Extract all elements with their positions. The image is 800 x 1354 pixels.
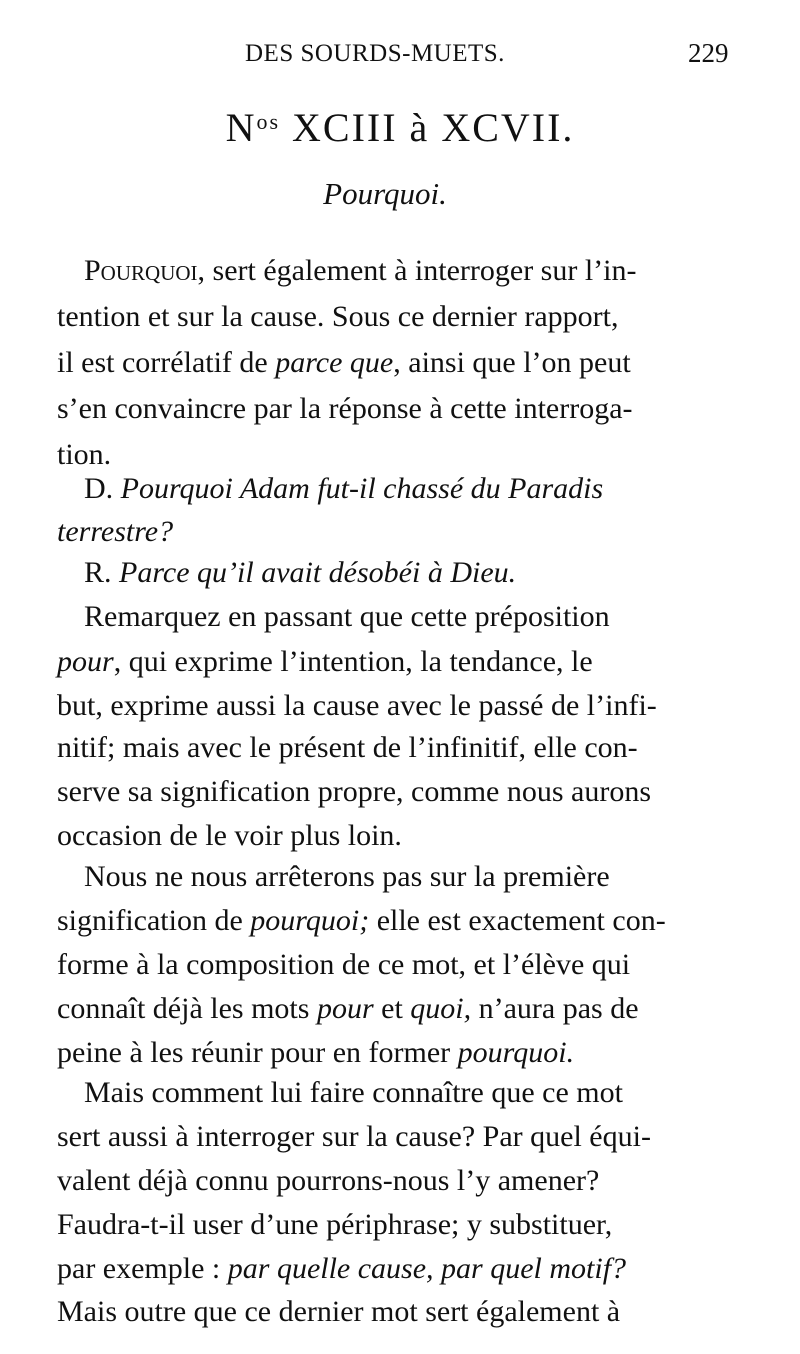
text-run: Nous ne nous arrêterons pas sur la première	[84, 860, 610, 893]
text-line	[57, 729, 638, 767]
text-line	[57, 946, 630, 984]
text-line	[57, 902, 666, 940]
text-line	[57, 1293, 620, 1331]
text-run: elle est exactement con-	[369, 904, 666, 937]
text-line	[84, 1074, 623, 1112]
text-line	[57, 298, 618, 336]
section-subtitle: Pourquoi.	[323, 176, 447, 211]
text-run: occasion de le voir plus loin.	[57, 819, 402, 852]
text-run: s’en convaincre par la réponse à cette interroga-	[57, 392, 633, 425]
section-title-main: XCIII à XCVII.	[280, 105, 575, 150]
text-line	[84, 470, 603, 508]
italic-text: Pourquoi Adam fut-il chassé du Paradis	[120, 472, 604, 505]
running-head: DES SOURDS-MUETS.	[245, 40, 505, 67]
text-run: tention et sur la cause. Sous ce dernier rapport,	[57, 300, 619, 333]
text-run: Mais comment lui faire connaître que ce mot	[84, 1076, 623, 1109]
text-line	[57, 1034, 574, 1072]
text-line	[57, 643, 593, 681]
text-line	[84, 252, 637, 290]
text-run: peine à les réunir pour en former	[57, 1036, 458, 1069]
text-line	[57, 817, 402, 855]
text-run: il est corrélatif de	[57, 346, 276, 379]
text-run: Faudra-t-il user d’une périphrase; y substituer,	[57, 1208, 613, 1241]
text-run: connaît déjà les mots	[57, 992, 317, 1025]
italic-text: pour	[316, 992, 374, 1025]
text-line	[57, 1118, 651, 1156]
text-run: forme à la composition de ce mot, et l’élève qui	[57, 948, 631, 981]
text-line	[57, 436, 111, 474]
text-line	[57, 773, 651, 811]
text-run: valent déjà connu pourrons-nous l’y amener?	[57, 1164, 600, 1197]
text-run: n’aura pas de	[471, 992, 639, 1025]
text-run: tion.	[57, 438, 112, 471]
text-run: serve sa signification propre, comme nous aurons	[57, 775, 652, 808]
text-line	[57, 687, 657, 725]
text-line	[84, 598, 610, 636]
section-title-superscript: os	[256, 109, 281, 134]
text-line	[57, 1250, 626, 1288]
italic-text: pourquoi;	[250, 904, 370, 937]
text-run: , qui exprime l’intention, la tendance, le	[113, 645, 593, 678]
text-run: sert aussi à interroger sur la cause? Par quel équi-	[57, 1120, 651, 1153]
italic-text: pour	[57, 645, 114, 678]
text-run: nitif; mais avec le présent de l’infinitif, elle con-	[57, 731, 638, 764]
text-run: , ainsi que l’on peut	[393, 346, 631, 379]
small-caps-text: Pourquoi	[84, 254, 198, 287]
page-number: 229	[688, 38, 729, 68]
text-run: par exemple :	[57, 1252, 228, 1285]
text-run: Remarquez en passant que cette préposition	[84, 600, 610, 633]
italic-text: par quelle cause, par quel motif?	[227, 1252, 627, 1285]
text-line	[57, 390, 633, 428]
text-line	[57, 513, 173, 551]
italic-text: parce que	[275, 346, 394, 379]
text-run: but, exprime aussi la cause avec le passé de l’infi-	[57, 689, 657, 722]
text-line	[84, 554, 516, 592]
text-line	[57, 344, 631, 382]
section-title	[0, 104, 800, 151]
text-run: , sert également à interroger sur l’in-	[197, 254, 637, 287]
text-line	[57, 1206, 612, 1244]
text-line	[57, 1162, 599, 1200]
text-run: Mais outre que ce dernier mot sert également à	[57, 1295, 621, 1328]
italic-text: Parce qu’il avait désobéi à Dieu.	[119, 556, 517, 589]
text-run: et	[373, 992, 411, 1025]
text-run: D.	[84, 472, 121, 505]
italic-text: terrestre?	[57, 515, 174, 548]
text-line	[57, 990, 639, 1028]
section-title-prefix: N	[225, 105, 257, 150]
text-run: R.	[84, 556, 120, 589]
italic-text: quoi,	[410, 992, 472, 1025]
text-run: signification de	[57, 904, 251, 937]
text-line	[84, 858, 610, 896]
italic-text: pourquoi.	[457, 1036, 575, 1069]
